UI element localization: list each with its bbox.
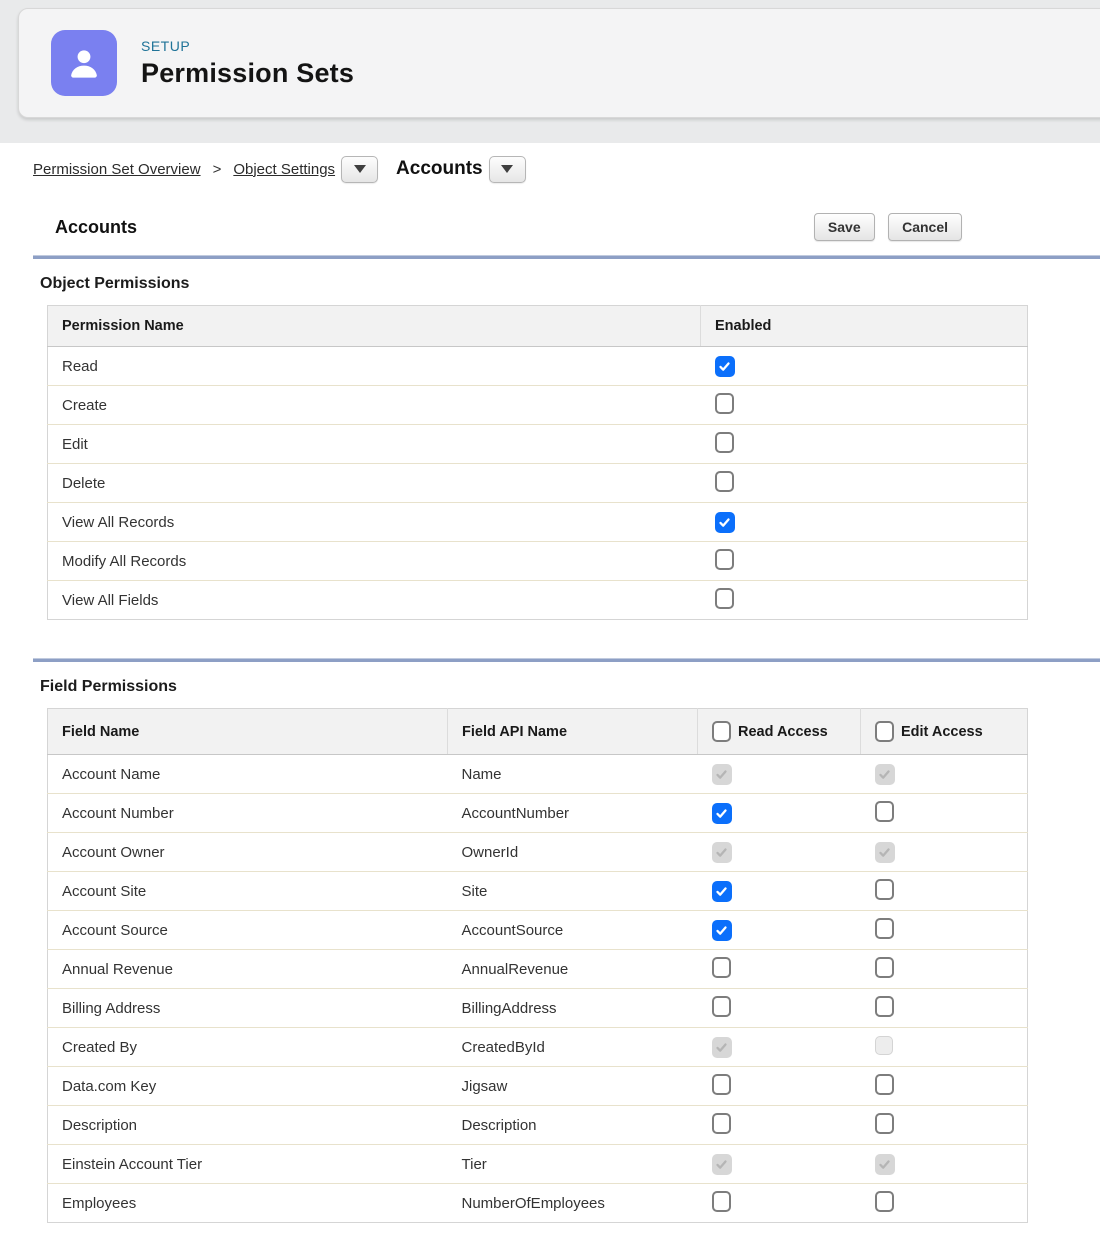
enabled-checkbox[interactable] bbox=[715, 512, 735, 533]
enabled-checkbox[interactable] bbox=[715, 356, 735, 377]
read-access-checkbox[interactable] bbox=[712, 1113, 731, 1134]
read-access-cell bbox=[698, 1184, 861, 1223]
read-access-cell bbox=[698, 1067, 861, 1106]
field-api-name-cell: BillingAddress bbox=[448, 989, 698, 1028]
enabled-checkbox[interactable] bbox=[715, 393, 734, 414]
field-name-cell: Account Owner bbox=[48, 833, 448, 872]
read-access-checkbox bbox=[712, 1154, 732, 1175]
edit-access-cell bbox=[861, 1067, 1028, 1106]
enabled-cell bbox=[701, 386, 1028, 425]
edit-access-cell bbox=[861, 872, 1028, 911]
table-row bbox=[48, 1028, 1028, 1067]
chevron-down-icon bbox=[354, 165, 366, 173]
edit-access-cell bbox=[861, 1184, 1028, 1223]
table-row bbox=[48, 1067, 1028, 1106]
field-api-name-cell: Tier bbox=[448, 1145, 698, 1184]
field-api-name-cell: Name bbox=[448, 755, 698, 794]
table-row bbox=[48, 347, 1028, 386]
save-button[interactable]: Save bbox=[814, 213, 875, 241]
field-api-name-cell: AccountSource bbox=[448, 911, 698, 950]
field-api-name-cell: Jigsaw bbox=[448, 1067, 698, 1106]
enabled-checkbox[interactable] bbox=[715, 588, 734, 609]
edit-access-cell bbox=[861, 833, 1028, 872]
read-access-cell bbox=[698, 911, 861, 950]
edit-access-cell bbox=[861, 1028, 1028, 1067]
edit-access-cell bbox=[861, 1145, 1028, 1184]
table-row bbox=[48, 1106, 1028, 1145]
field-api-name-cell: Description bbox=[448, 1106, 698, 1145]
permission-name-cell: View All Records bbox=[48, 503, 701, 542]
enabled-checkbox[interactable] bbox=[715, 471, 734, 492]
edit-access-cell bbox=[861, 989, 1028, 1028]
table-row bbox=[48, 1145, 1028, 1184]
edit-access-checkbox[interactable] bbox=[875, 918, 894, 939]
column-header-field-name: Field Name bbox=[48, 709, 448, 755]
edit-access-checkbox[interactable] bbox=[875, 1191, 894, 1212]
permission-name-cell: Modify All Records bbox=[48, 542, 701, 581]
field-api-name-cell: AnnualRevenue bbox=[448, 950, 698, 989]
breadcrumb bbox=[0, 143, 1100, 185]
permission-name-cell: Read bbox=[48, 347, 701, 386]
column-header-edit-access: Edit Access bbox=[901, 723, 983, 740]
object-settings-dropdown-button[interactable] bbox=[341, 156, 378, 183]
read-access-cell bbox=[698, 794, 861, 833]
edit-access-checkbox bbox=[875, 1036, 893, 1055]
check-icon bbox=[878, 846, 891, 859]
field-name-cell: Einstein Account Tier bbox=[48, 1145, 448, 1184]
table-row bbox=[48, 425, 1028, 464]
check-icon bbox=[878, 768, 891, 781]
breadcrumb-separator: > bbox=[212, 160, 222, 178]
read-access-checkbox bbox=[712, 1037, 732, 1058]
column-header-field-api-name: Field API Name bbox=[448, 709, 698, 755]
edit-access-checkbox[interactable] bbox=[875, 801, 894, 822]
read-access-checkbox bbox=[712, 764, 732, 785]
enabled-cell bbox=[701, 581, 1028, 620]
table-row bbox=[48, 989, 1028, 1028]
field-name-cell: Data.com Key bbox=[48, 1067, 448, 1106]
read-access-checkbox[interactable] bbox=[712, 881, 732, 902]
field-api-name-cell: Site bbox=[448, 872, 698, 911]
field-permissions-table bbox=[47, 708, 1028, 1223]
field-name-cell: Annual Revenue bbox=[48, 950, 448, 989]
permission-name-cell: Create bbox=[48, 386, 701, 425]
table-row bbox=[48, 872, 1028, 911]
check-icon bbox=[715, 768, 728, 781]
table-row bbox=[48, 581, 1028, 620]
cancel-button[interactable]: Cancel bbox=[888, 213, 962, 241]
read-access-checkbox[interactable] bbox=[712, 1191, 731, 1212]
table-row bbox=[48, 755, 1028, 794]
edit-access-cell bbox=[861, 1106, 1028, 1145]
edit-access-checkbox[interactable] bbox=[875, 1113, 894, 1134]
field-api-name-cell: AccountNumber bbox=[448, 794, 698, 833]
action-buttons bbox=[805, 213, 962, 241]
page-title: Permission Sets bbox=[141, 57, 355, 88]
field-name-cell: Account Number bbox=[48, 794, 448, 833]
setup-header-band bbox=[0, 0, 1100, 143]
field-name-cell: Created By bbox=[48, 1028, 448, 1067]
read-access-checkbox[interactable] bbox=[712, 1074, 731, 1095]
edit-access-checkbox[interactable] bbox=[875, 1074, 894, 1095]
edit-access-cell bbox=[861, 794, 1028, 833]
read-access-checkbox bbox=[712, 842, 732, 863]
breadcrumb-permission-set-overview[interactable]: Permission Set Overview bbox=[33, 160, 201, 178]
column-header-permission-name: Permission Name bbox=[48, 306, 701, 347]
edit-access-checkbox[interactable] bbox=[875, 879, 894, 900]
permission-sets-icon bbox=[51, 30, 117, 96]
check-icon bbox=[718, 360, 731, 373]
chevron-down-icon bbox=[501, 165, 513, 173]
object-permissions-table bbox=[47, 305, 1028, 620]
read-access-cell bbox=[698, 872, 861, 911]
edit-access-checkbox bbox=[875, 764, 895, 785]
accounts-dropdown-button[interactable] bbox=[489, 156, 526, 183]
user-icon bbox=[62, 41, 106, 85]
table-row bbox=[48, 386, 1028, 425]
table-row bbox=[48, 911, 1028, 950]
field-name-cell: Account Source bbox=[48, 911, 448, 950]
check-icon bbox=[715, 846, 728, 859]
enabled-cell bbox=[701, 542, 1028, 581]
read-access-select-all-checkbox[interactable] bbox=[712, 721, 731, 742]
edit-access-checkbox bbox=[875, 842, 895, 863]
read-access-cell bbox=[698, 1145, 861, 1184]
field-api-name-cell: CreatedById bbox=[448, 1028, 698, 1067]
edit-access-checkbox bbox=[875, 1154, 895, 1175]
object-permissions-heading: Object Permissions bbox=[40, 275, 190, 292]
table-row bbox=[48, 794, 1028, 833]
enabled-cell bbox=[701, 347, 1028, 386]
breadcrumb-current-accounts: Accounts bbox=[396, 158, 483, 179]
field-api-name-cell: OwnerId bbox=[448, 833, 698, 872]
permission-name-cell: View All Fields bbox=[48, 581, 701, 620]
check-icon bbox=[715, 807, 728, 820]
table-row bbox=[48, 542, 1028, 581]
field-name-cell: Description bbox=[48, 1106, 448, 1145]
field-permissions-heading: Field Permissions bbox=[40, 678, 177, 695]
enabled-cell bbox=[701, 503, 1028, 542]
column-header-read-access: Read Access bbox=[738, 723, 828, 740]
edit-access-checkbox[interactable] bbox=[875, 996, 894, 1017]
check-icon bbox=[715, 1158, 728, 1171]
setup-header-card bbox=[18, 8, 1100, 118]
enabled-cell bbox=[701, 425, 1028, 464]
column-header-enabled: Enabled bbox=[701, 306, 1028, 347]
read-access-cell bbox=[698, 1028, 861, 1067]
read-access-checkbox[interactable] bbox=[712, 920, 732, 941]
check-icon bbox=[715, 885, 728, 898]
field-name-cell: Billing Address bbox=[48, 989, 448, 1028]
edit-access-checkbox[interactable] bbox=[875, 957, 894, 978]
read-access-cell bbox=[698, 1106, 861, 1145]
check-icon bbox=[715, 1041, 728, 1054]
table-row bbox=[48, 950, 1028, 989]
table-row bbox=[48, 1184, 1028, 1223]
table-row bbox=[48, 464, 1028, 503]
edit-access-select-all-checkbox[interactable] bbox=[875, 721, 894, 742]
read-access-cell bbox=[698, 833, 861, 872]
edit-access-cell bbox=[861, 911, 1028, 950]
setup-eyebrow: SETUP bbox=[141, 37, 191, 54]
edit-access-cell bbox=[861, 755, 1028, 794]
table-row bbox=[48, 503, 1028, 542]
breadcrumb-object-settings[interactable]: Object Settings bbox=[233, 160, 336, 178]
permission-name-cell: Delete bbox=[48, 464, 701, 503]
field-name-cell: Account Site bbox=[48, 872, 448, 911]
enabled-checkbox[interactable] bbox=[715, 432, 734, 453]
read-access-cell bbox=[698, 950, 861, 989]
check-icon bbox=[718, 516, 731, 529]
read-access-checkbox[interactable] bbox=[712, 957, 731, 978]
read-access-cell bbox=[698, 989, 861, 1028]
permission-name-cell: Edit bbox=[48, 425, 701, 464]
edit-access-cell bbox=[861, 950, 1028, 989]
accounts-heading: Accounts bbox=[55, 216, 138, 237]
table-row bbox=[48, 833, 1028, 872]
read-access-checkbox[interactable] bbox=[712, 803, 732, 824]
field-api-name-cell: NumberOfEmployees bbox=[448, 1184, 698, 1223]
field-name-cell: Employees bbox=[48, 1184, 448, 1223]
enabled-checkbox[interactable] bbox=[715, 549, 734, 570]
field-name-cell: Account Name bbox=[48, 755, 448, 794]
read-access-cell bbox=[698, 755, 861, 794]
read-access-checkbox[interactable] bbox=[712, 996, 731, 1017]
enabled-cell bbox=[701, 464, 1028, 503]
check-icon bbox=[715, 924, 728, 937]
check-icon bbox=[878, 1158, 891, 1171]
